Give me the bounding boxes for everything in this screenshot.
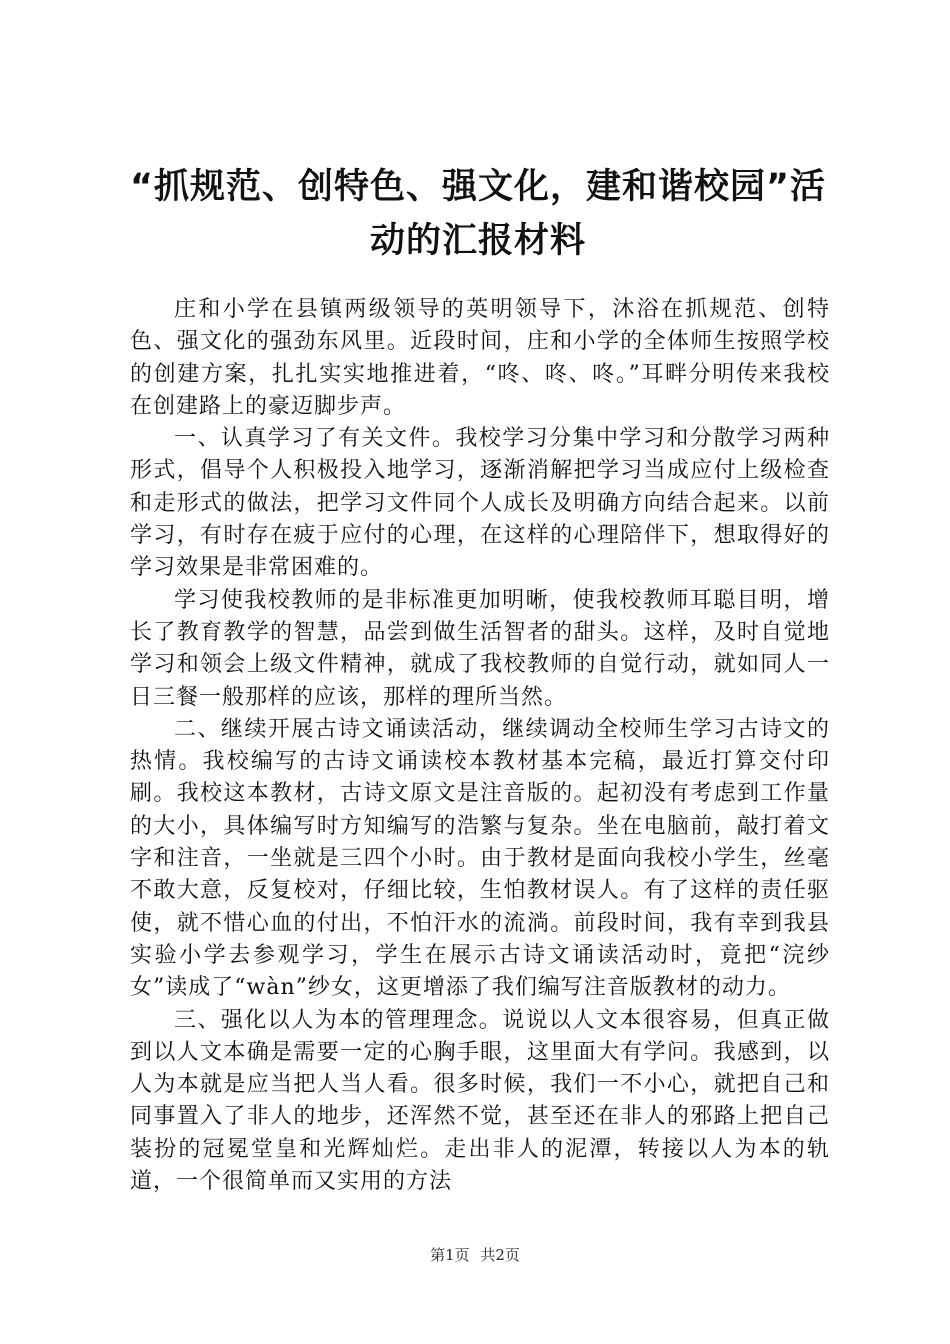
document-title: “抓规范、创特色、强文化，建和谐校园”活动的汇报材料	[129, 167, 826, 261]
paragraph-section-2: 二、继续开展古诗文诵读活动，继续调动全校师生学习古诗文的热情。我校编写的古诗文诵读校本教材基本完稿，最近打算交付印刷。我校这本教材，古诗文原文是注音版的。起初没有考虑到工作量的大小，具体编写时方知编写的浩繁与复杂。坐在电脑前，敲打着文字和注音，一坐就是三四个小时。由于教材是面向我校小学生，丝毫不敢大意，反复校对，仔细比较，生怕教材误人。有了这样的责任驱使，就不惜心血的付出，不怕汗水的流淌。前段时间，我有幸到我县实验小学去参观学习，学生在展示古诗文诵读活动时，竟把“浣纱女”读成了“wàn”纱女，这更增添了我们编写注音版教材的动力。	[130, 716, 830, 1001]
page-number: 第1页	[430, 1246, 470, 1264]
paragraph-section-3: 三、强化以人为本的管理理念。说说以人文本很容易，但真正做到以人文本确是需要一定的心胸手眼，这里面大有学问。我感到，以人为本就是应当把人当人看。很多时候，我们一不小心，就把自己和同事置入了非人的地步，还浑然不觉，甚至还在非人的邪路上把自己装扮的冠冕堂皇和光辉灿烂。走出非人的泥潭，转接以人为本的轨道，一个很简单而又实用的方法	[130, 1007, 830, 1195]
paragraph-section-1: 一、认真学习了有关文件。我校学习分集中学习和分散学习两种形式，倡导个人积极投入地学习，逐渐消解把学习当成应付上级检查和走形式的做法，把学习文件同个人成长及明确方向结合起来。以前学习，有时存在疲于应付的心理，在这样的心理陪伴下，想取得好的学习效果是非常困难的。	[130, 426, 830, 581]
page-total: 共2页	[480, 1246, 520, 1264]
page-footer	[0, 1244, 950, 1265]
paragraph-intro: 庄和小学在县镇两级领导的英明领导下，沐浴在抓规范、创特色、强文化的强劲东风里。近段时间，庄和小学的全体师生按照学校的创建方案，扎扎实实地推进着，“咚、咚、咚。”耳畔分明传来我校在创建路上的豪迈脚步声。	[130, 297, 830, 419]
paragraph-section-1-cont: 学习使我校教师的是非标准更加明晰，使我校教师耳聪目明，增长了教育教学的智慧，品尝到做生活智者的甜头。这样，及时自觉地学习和领会上级文件精神，就成了我校教师的自觉行动，就如同人一日三餐一般那样的应该，那样的理所当然。	[130, 587, 830, 710]
document-body	[130, 294, 830, 1198]
